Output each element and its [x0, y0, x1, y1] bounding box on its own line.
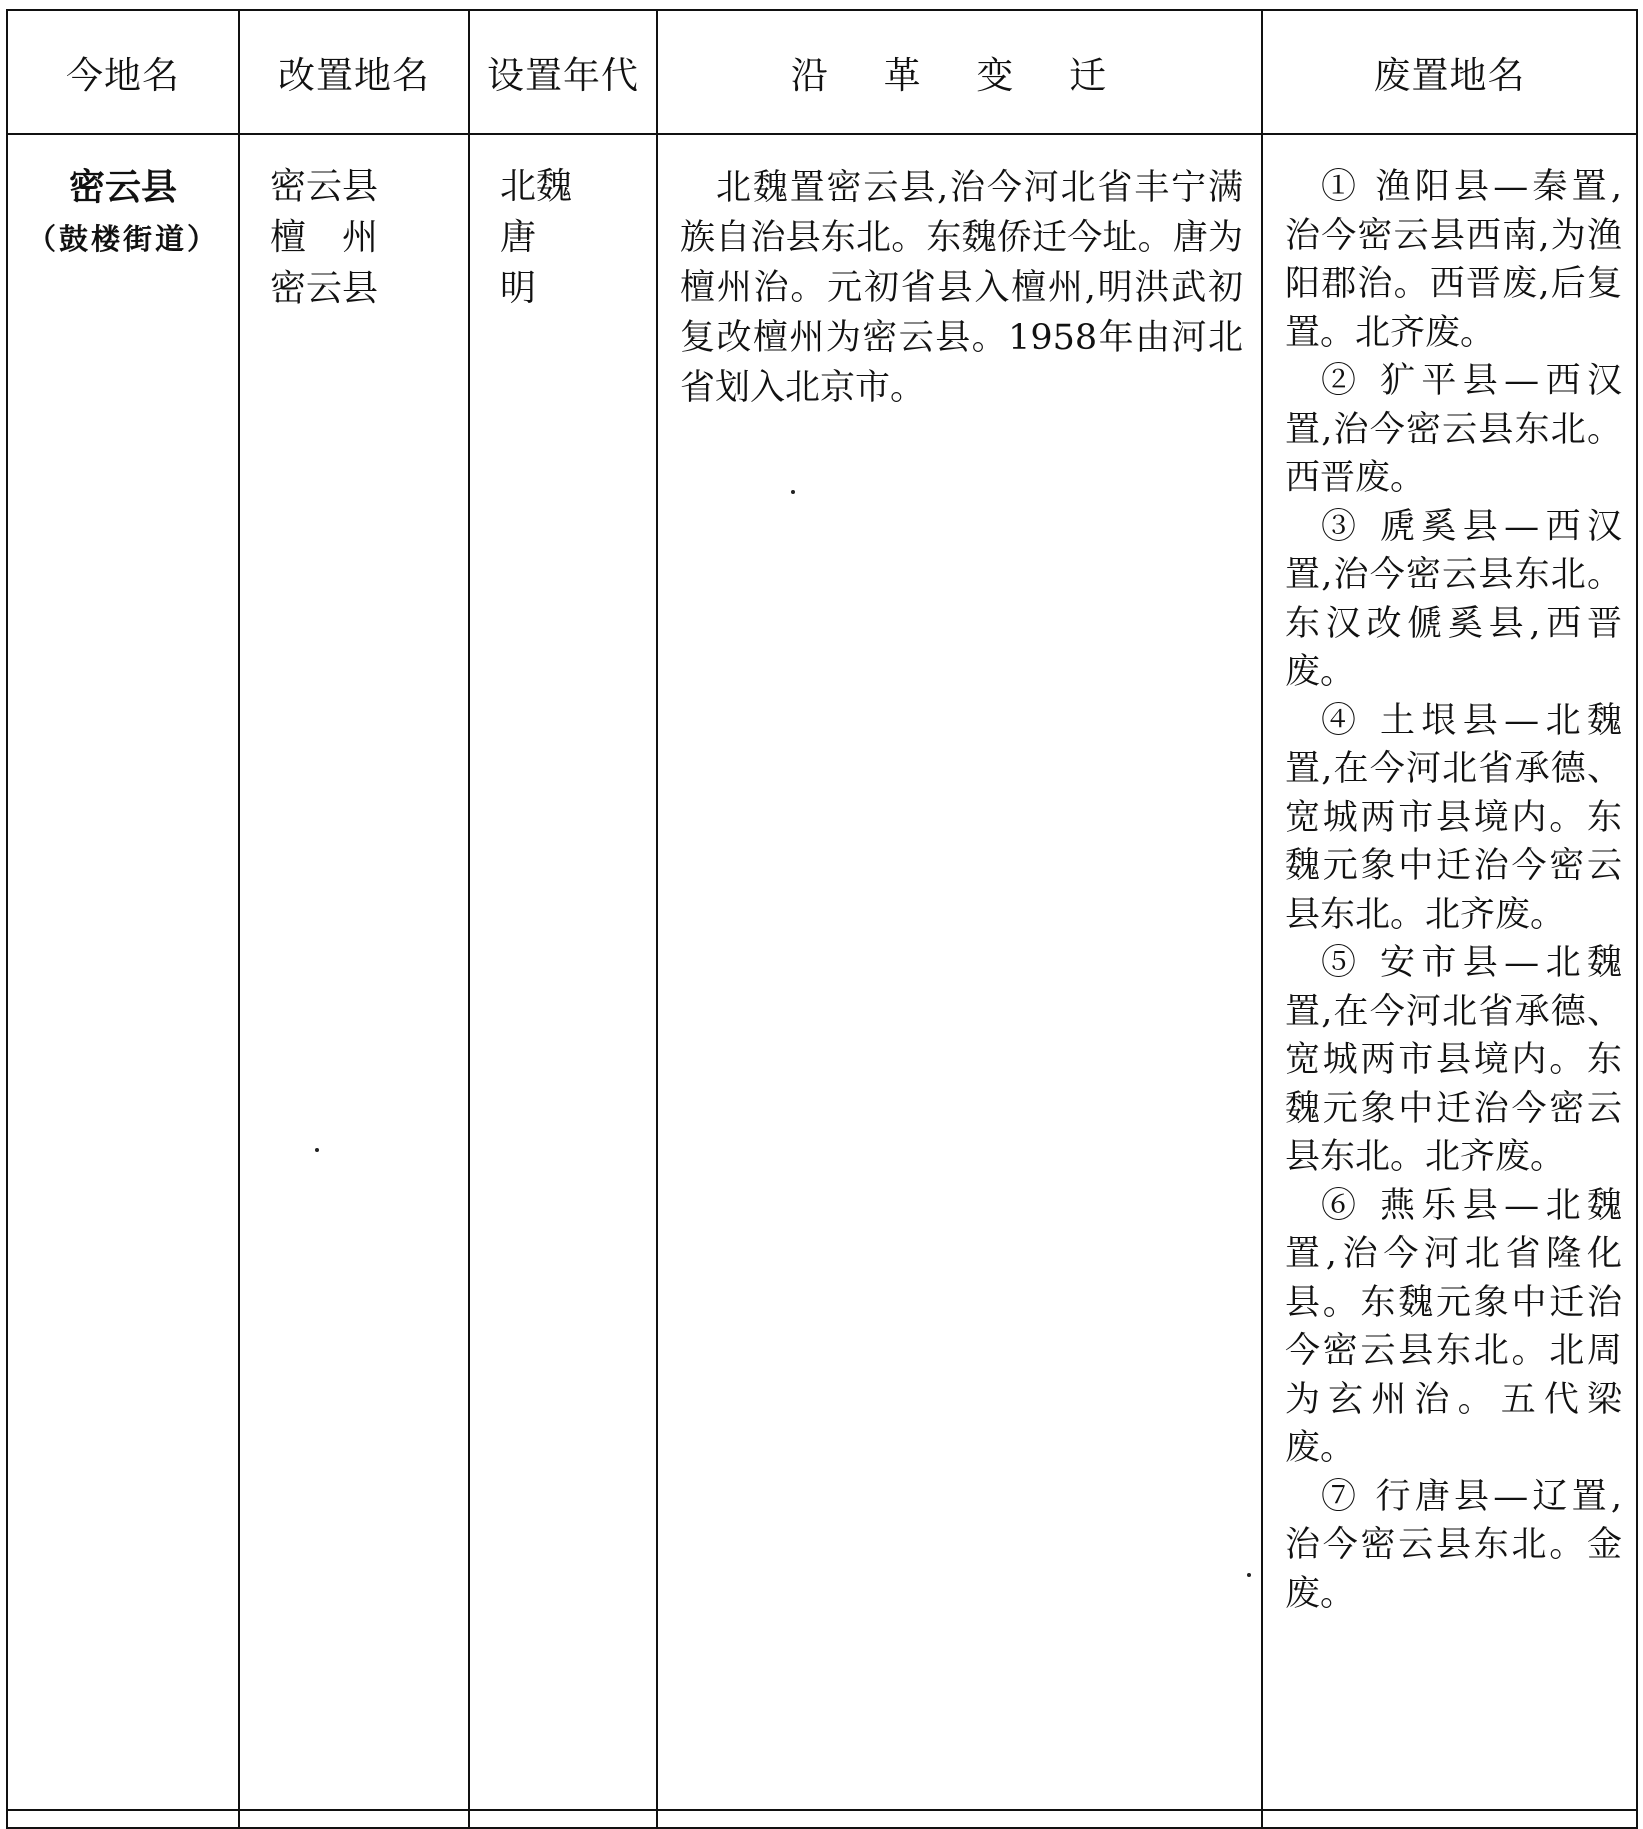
- abolished-entry: ⑥ 燕乐县—北魏置,治今河北省隆化县。东魏元象中迁治今密云县东北。北周为玄州治。五代梁废。: [1285, 1185, 1622, 1468]
- changed-names-cell: [239, 134, 469, 1828]
- header-established: 设置年代: [469, 10, 657, 134]
- era-item: 明: [500, 268, 537, 309]
- abolished-entry: ⑤ 安市县—北魏置,在今河北省承德、宽城两市县境内。东魏元象中迁治今密云县东北。北齐废。: [1285, 943, 1622, 1177]
- current-name-cell: [7, 134, 239, 1828]
- header-row: [7, 10, 1637, 134]
- abolished-entry: ③ 虒奚县—西汉置,治今密云县东北。东汉改傂奚县,西晋废。: [1285, 506, 1622, 692]
- header-current-name: 今地名: [7, 10, 239, 134]
- bottom-rule: [6, 1809, 1636, 1811]
- abolished-entry: ① 渔阳县—秦置,治今密云县西南,为渔阳郡治。西晋废,后复置。北齐废。: [1285, 167, 1622, 353]
- header-history: 沿 革 变 迁: [657, 10, 1262, 134]
- abolished-cell: [1262, 134, 1637, 1828]
- eras-cell: [469, 134, 657, 1828]
- scan-speck: [791, 490, 795, 494]
- era-item: 唐: [500, 217, 537, 258]
- history-cell: [657, 134, 1262, 1828]
- changed-name-item: 密云县: [270, 268, 379, 309]
- current-name-subdistrict: （鼓楼街道）: [26, 222, 219, 256]
- abolished-entry: ② 犷平县—西汉置,治今密云县东北。西晋废。: [1285, 361, 1622, 498]
- table-row: [7, 134, 1637, 1828]
- changed-name-item: 檀 州: [270, 217, 379, 258]
- history-table: [6, 9, 1638, 1829]
- abolished-entry: ⑦ 行唐县—辽置,治今密云县东北。金废。: [1285, 1476, 1622, 1614]
- era-item: 北魏: [500, 166, 573, 207]
- history-text: 北魏置密云县,治今河北省丰宁满族自治县东北。东魏侨迁今址。唐为檀州治。元初省县入檀州,明洪武初复改檀州为密云县。1958年由河北省划入北京市。: [680, 168, 1243, 408]
- header-changed-name: 改置地名: [239, 10, 469, 134]
- scan-speck: [1247, 1573, 1251, 1577]
- current-name: 密云县: [68, 166, 177, 208]
- changed-name-item: 密云县: [270, 166, 379, 207]
- abolished-entry: ④ 土垠县—北魏置,在今河北省承德、宽城两市县境内。东魏元象中迁治今密云县东北。北齐废。: [1285, 700, 1622, 935]
- scan-speck: [315, 1148, 319, 1152]
- header-abolished: 废置地名: [1262, 10, 1637, 134]
